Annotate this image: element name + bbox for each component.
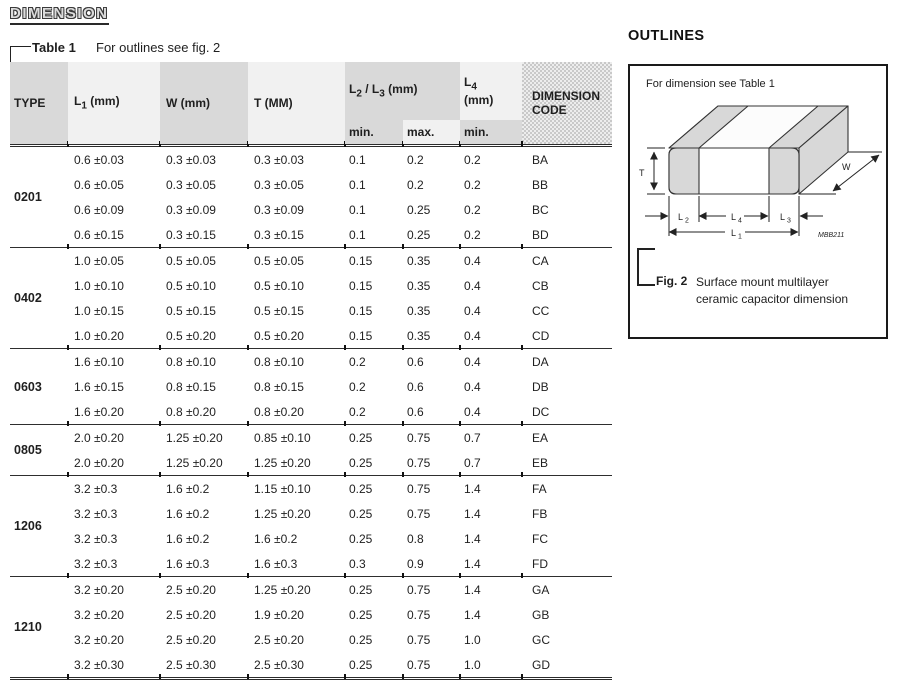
label-w: W <box>842 162 851 172</box>
l2l3-max-cell: 0.35 <box>407 278 431 293</box>
l2l3-min-cell: 0.25 <box>349 607 373 622</box>
t-cell: 0.8 ±0.20 <box>248 399 345 425</box>
l2l3-min-cell: 0.25 <box>345 450 403 476</box>
type-cell: 0603 <box>10 349 68 425</box>
l2l3-max-cell: 0.6 <box>407 354 424 369</box>
l4-min-cell: 0.7 <box>460 450 522 476</box>
code-cell: FD <box>522 551 612 577</box>
t-cell: 1.6 ±0.3 <box>248 551 345 577</box>
label-l2-sub: 2 <box>685 217 689 225</box>
table-row <box>10 652 612 679</box>
l1-cell: 0.6 ±0.03 <box>74 152 124 167</box>
w-cell: 0.3 ±0.09 <box>166 202 216 217</box>
l4-min-cell: 0.2 <box>460 222 522 248</box>
l2l3-min-cell: 0.15 <box>345 323 403 349</box>
l1-cell: 3.2 ±0.20 <box>74 607 124 622</box>
w-cell: 0.5 ±0.20 <box>160 323 248 349</box>
code-cell: FA <box>532 481 547 496</box>
code-cell: FC <box>532 531 549 546</box>
table-row <box>10 273 612 298</box>
t-cell: 0.3 ±0.03 <box>254 152 304 167</box>
l1-cell: 0.6 ±0.05 <box>74 177 124 192</box>
table-row <box>10 399 612 425</box>
l2l3-max-cell: 0.2 <box>407 177 424 192</box>
capacitor-body <box>669 106 848 194</box>
t-cell: 0.3 ±0.05 <box>254 177 304 192</box>
capacitor-figure <box>632 100 884 250</box>
table-row <box>10 602 612 627</box>
l2l3-min-cell: 0.25 <box>349 481 373 496</box>
l1-cell: 3.2 ±0.3 <box>68 551 160 577</box>
l2l3-max-cell: 0.6 <box>403 399 460 425</box>
table-row <box>10 450 612 476</box>
table-row <box>10 551 612 577</box>
code-cell: GA <box>532 582 550 597</box>
col-header-l4-min: min. <box>460 120 522 146</box>
l1-cell: 3.2 ±0.20 <box>74 582 124 597</box>
code-cell: GC <box>532 632 551 647</box>
w-cell: 0.3 ±0.15 <box>160 222 248 248</box>
l2l3-max-cell: 0.75 <box>403 652 460 679</box>
l1-cell: 3.2 ±0.30 <box>68 652 160 679</box>
l1-cell: 3.2 ±0.20 <box>74 632 124 647</box>
col-header-w: W (mm) <box>160 62 248 146</box>
figure-caption-line2: ceramic capacitor dimension <box>696 292 849 306</box>
w-cell: 1.6 ±0.3 <box>160 551 248 577</box>
l4-min-cell: 0.4 <box>464 253 481 268</box>
col-header-t: T (MM) <box>248 62 345 146</box>
table-row <box>10 172 612 197</box>
l2l3-max-cell: 0.35 <box>403 323 460 349</box>
w-cell: 0.3 ±0.03 <box>166 152 216 167</box>
col-header-l2l3-max: max. <box>403 120 460 146</box>
l4-min-cell: 0.2 <box>464 202 481 217</box>
w-cell: 0.5 ±0.15 <box>166 303 216 318</box>
l2l3-max-cell: 0.75 <box>407 430 431 445</box>
l4-min-cell: 0.7 <box>464 430 481 445</box>
t-cell: 0.3 ±0.15 <box>248 222 345 248</box>
l4-min-cell: 1.4 <box>464 481 481 496</box>
label-l1-sub: 1 <box>738 233 742 241</box>
code-cell: BD <box>522 222 612 248</box>
code-cell: DA <box>532 354 549 369</box>
l2l3-min-cell: 0.25 <box>349 531 373 546</box>
l1-cell: 0.6 ±0.15 <box>68 222 160 248</box>
t-cell: 1.25 ±0.20 <box>254 506 311 521</box>
w-cell: 2.5 ±0.20 <box>166 632 216 647</box>
l1-cell: 0.6 ±0.09 <box>74 202 124 217</box>
table-row <box>10 248 612 274</box>
l1-cell: 3.2 ±0.3 <box>74 531 118 546</box>
l1-cell: 1.6 ±0.10 <box>74 354 124 369</box>
l2l3-max-cell: 0.75 <box>407 506 431 521</box>
l2l3-max-cell: 0.2 <box>407 152 424 167</box>
t-cell: 1.25 ±0.20 <box>248 450 345 476</box>
label-l4: L <box>731 212 737 222</box>
termination-left-front <box>669 148 699 194</box>
l1-cell: 1.6 ±0.20 <box>68 399 160 425</box>
code-cell: FB <box>532 506 548 521</box>
t-cell: 2.5 ±0.30 <box>248 652 345 679</box>
code-cell: GD <box>532 657 551 672</box>
type-cell: 0805 <box>10 425 68 476</box>
l1-cell: 3.2 ±0.3 <box>74 481 118 496</box>
w-cell: 2.5 ±0.20 <box>166 582 216 597</box>
t-cell: 1.25 ±0.20 <box>254 582 311 597</box>
t-cell: 0.3 ±0.09 <box>254 202 304 217</box>
l1-cell: 1.0 ±0.20 <box>68 323 160 349</box>
l2l3-max-cell: 0.75 <box>407 582 431 597</box>
outlines-heading: OUTLINES <box>628 28 705 44</box>
l2l3-min-cell: 0.15 <box>349 253 373 268</box>
l2l3-max-cell: 0.25 <box>403 222 460 248</box>
t-cell: 1.6 ±0.2 <box>254 531 298 546</box>
w-cell: 0.5 ±0.10 <box>166 278 216 293</box>
t-cell: 0.85 ±0.10 <box>254 430 311 445</box>
type-cell: 0402 <box>10 248 68 349</box>
table-row <box>10 526 612 551</box>
table-row <box>10 197 612 222</box>
l4-min-cell: 1.4 <box>464 607 481 622</box>
l4-min-cell: 0.4 <box>464 379 481 394</box>
figure-caption-text <box>696 274 848 308</box>
label-l3-sub: 3 <box>787 217 791 225</box>
w-cell: 1.25 ±0.20 <box>160 450 248 476</box>
table-row <box>10 501 612 526</box>
l1-cell: 2.0 ±0.20 <box>68 450 160 476</box>
l1-cell: 1.0 ±0.15 <box>74 303 124 318</box>
page-title: DIMENSION <box>10 5 109 25</box>
table-row <box>10 323 612 349</box>
type-cell: 1210 <box>10 577 68 679</box>
l4-min-cell: 0.4 <box>464 354 481 369</box>
l2l3-min-cell: 0.25 <box>349 632 373 647</box>
label-l4-sub: 4 <box>738 217 742 225</box>
l2l3-min-cell: 0.2 <box>345 399 403 425</box>
label-l1: L <box>731 228 737 238</box>
figure-caption-line1: Surface mount multilayer <box>696 275 829 289</box>
l1-cell: 2.0 ±0.20 <box>74 430 124 445</box>
label-l2: L <box>678 212 684 222</box>
w-cell: 0.3 ±0.05 <box>166 177 216 192</box>
l4-min-cell: 0.4 <box>464 278 481 293</box>
l2l3-max-cell: 0.75 <box>403 450 460 476</box>
table-row <box>10 476 612 502</box>
l2l3-max-cell: 0.25 <box>407 202 431 217</box>
l2l3-max-cell: 0.35 <box>407 303 431 318</box>
l2l3-min-cell: 0.25 <box>349 430 373 445</box>
l4-min-cell: 0.4 <box>464 303 481 318</box>
code-cell: DB <box>532 379 549 394</box>
l1-cell: 1.0 ±0.10 <box>74 278 124 293</box>
figure-caption-label: Fig. 2 <box>656 274 688 288</box>
code-cell: CB <box>532 278 549 293</box>
l4-min-cell: 0.4 <box>460 399 522 425</box>
outlines-figure-box <box>628 64 888 339</box>
table-row <box>10 627 612 652</box>
col-header-type: TYPE <box>10 62 68 146</box>
l2l3-max-cell: 0.75 <box>407 607 431 622</box>
code-cell: BB <box>532 177 549 192</box>
code-cell: DC <box>522 399 612 425</box>
w-cell: 1.6 ±0.2 <box>166 506 210 521</box>
l2l3-min-cell: 0.1 <box>349 202 366 217</box>
l4-min-cell: 1.0 <box>464 632 481 647</box>
w-cell: 0.8 ±0.10 <box>166 354 216 369</box>
l2l3-min-cell: 0.15 <box>349 303 373 318</box>
t-cell: 0.5 ±0.05 <box>254 253 304 268</box>
w-cell: 2.5 ±0.30 <box>160 652 248 679</box>
code-cell: EB <box>522 450 612 476</box>
w-cell: 0.8 ±0.15 <box>166 379 216 394</box>
l2l3-min-cell: 0.1 <box>345 222 403 248</box>
l2l3-min-cell: 0.25 <box>349 506 373 521</box>
l4-min-cell: 0.4 <box>460 323 522 349</box>
l4-min-cell: 1.4 <box>460 551 522 577</box>
termination-right-front <box>769 148 799 194</box>
w-cell: 1.6 ±0.2 <box>166 481 210 496</box>
l1-cell: 1.6 ±0.15 <box>74 379 124 394</box>
l4-min-cell: 1.4 <box>464 531 481 546</box>
w-cell: 1.25 ±0.20 <box>166 430 223 445</box>
l2l3-min-cell: 0.2 <box>349 379 366 394</box>
code-cell: BC <box>532 202 549 217</box>
label-l3: L <box>780 212 786 222</box>
l2l3-max-cell: 0.35 <box>407 253 431 268</box>
code-cell: GB <box>532 607 550 622</box>
table-caption-note: For outlines see fig. 2 <box>96 40 221 55</box>
code-cell: BA <box>532 152 549 167</box>
l2l3-min-cell: 0.1 <box>349 152 366 167</box>
l2l3-min-cell: 0.25 <box>349 582 373 597</box>
table-caption-bracket <box>10 46 31 63</box>
t-cell: 0.5 ±0.15 <box>254 303 304 318</box>
table-row <box>10 222 612 248</box>
l4-min-cell: 1.4 <box>464 506 481 521</box>
t-cell: 1.15 ±0.10 <box>254 481 311 496</box>
figure-code: MBB211 <box>818 232 845 239</box>
l2l3-min-cell: 0.1 <box>349 177 366 192</box>
w-cell: 0.8 ±0.20 <box>160 399 248 425</box>
code-cell: CD <box>522 323 612 349</box>
w-cell: 2.5 ±0.20 <box>166 607 216 622</box>
t-cell: 1.9 ±0.20 <box>254 607 304 622</box>
l2l3-min-cell: 0.3 <box>345 551 403 577</box>
l1-cell: 1.0 ±0.05 <box>74 253 124 268</box>
table-row <box>10 349 612 375</box>
l2l3-max-cell: 0.75 <box>407 632 431 647</box>
l2l3-max-cell: 0.8 <box>407 531 424 546</box>
col-header-l1: $L_1$ (mm) <box>68 62 160 146</box>
t-cell: 0.8 ±0.10 <box>254 354 304 369</box>
t-cell: 0.5 ±0.10 <box>254 278 304 293</box>
l2l3-max-cell: 0.6 <box>407 379 424 394</box>
w-cell: 1.6 ±0.2 <box>166 531 210 546</box>
l1-cell: 3.2 ±0.3 <box>74 506 118 521</box>
w-cell: 0.5 ±0.05 <box>166 253 216 268</box>
figure-caption-bracket <box>637 248 655 286</box>
t-cell: 0.8 ±0.15 <box>254 379 304 394</box>
l2l3-max-cell: 0.75 <box>407 481 431 496</box>
header-row-1 <box>10 62 612 120</box>
dimension-table-body <box>10 146 612 679</box>
col-header-l2l3-min: min. <box>345 120 403 146</box>
figure-note: For dimension see Table 1 <box>646 78 775 90</box>
l4-min-cell: 1.4 <box>464 582 481 597</box>
l2l3-min-cell: 0.15 <box>349 278 373 293</box>
col-header-l2l3: $L_2 / L_3$ (mm) <box>345 62 460 120</box>
code-cell: EA <box>532 430 549 445</box>
table-row <box>10 425 612 451</box>
type-cell: 0201 <box>10 146 68 248</box>
col-header-l4: $L_4$ (mm) <box>460 62 522 120</box>
table-row <box>10 146 612 173</box>
l4-min-cell: 0.2 <box>464 177 481 192</box>
table-row <box>10 374 612 399</box>
l4-min-cell: 1.0 <box>460 652 522 679</box>
col-header-dimension-code: DIMENSION CODE <box>522 62 612 146</box>
code-cell: CC <box>532 303 550 318</box>
l2l3-min-cell: 0.2 <box>349 354 366 369</box>
dimension-table <box>10 62 612 680</box>
l2l3-max-cell: 0.9 <box>403 551 460 577</box>
type-cell: 1206 <box>10 476 68 577</box>
l2l3-min-cell: 0.25 <box>345 652 403 679</box>
label-t: T <box>639 168 645 178</box>
t-cell: 0.5 ±0.20 <box>248 323 345 349</box>
l4-min-cell: 0.2 <box>464 152 481 167</box>
table-row <box>10 298 612 323</box>
table-row <box>10 577 612 603</box>
table-caption-label: Table 1 <box>32 40 76 55</box>
t-cell: 2.5 ±0.20 <box>254 632 304 647</box>
code-cell: CA <box>532 253 549 268</box>
